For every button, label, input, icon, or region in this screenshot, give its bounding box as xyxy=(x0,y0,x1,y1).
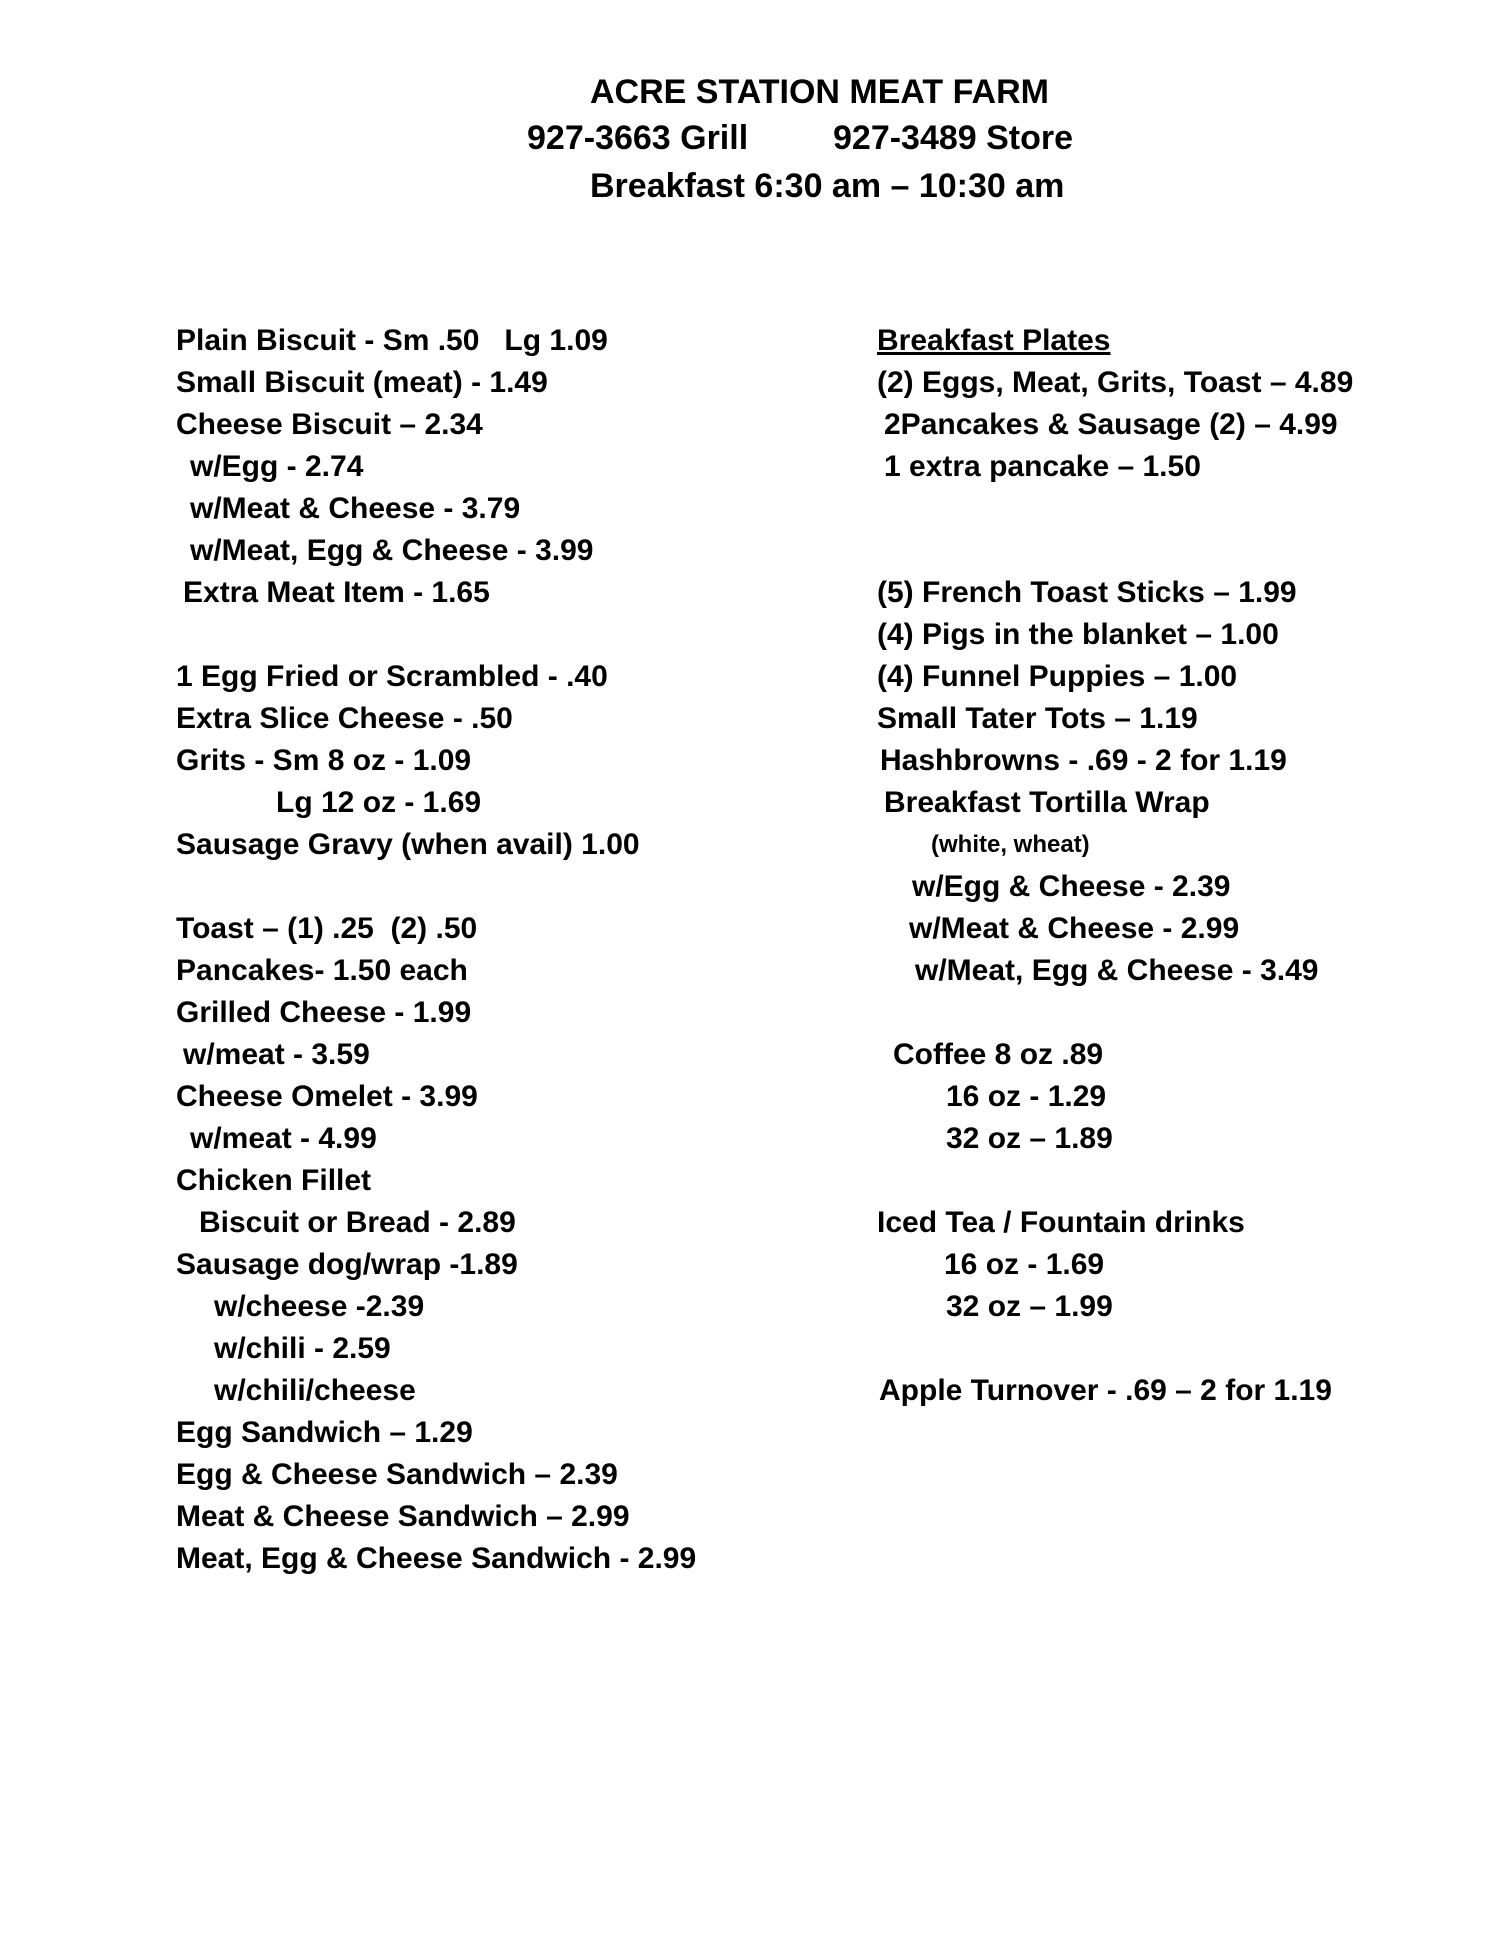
menu-item: w/chili - 2.59 xyxy=(214,1332,391,1365)
menu-item: Cheese Omelet - 3.99 xyxy=(176,1080,478,1113)
section-heading-breakfast-plates: Breakfast Plates xyxy=(877,324,1111,357)
menu-item: Grilled Cheese - 1.99 xyxy=(176,996,472,1029)
menu-item: (2) Eggs, Meat, Grits, Toast – 4.89 xyxy=(877,366,1354,399)
store-phone: 927-3489 Store xyxy=(833,119,1074,157)
menu-item: Meat, Egg & Cheese Sandwich - 2.99 xyxy=(176,1542,697,1575)
menu-item: (4) Funnel Puppies – 1.00 xyxy=(877,660,1238,693)
menu-item: Toast – (1) .25 (2) .50 xyxy=(176,912,478,945)
menu-item: w/chili/cheese xyxy=(214,1374,416,1407)
menu-item: w/Meat, Egg & Cheese - 3.49 xyxy=(915,954,1319,987)
menu-item: w/Meat, Egg & Cheese - 3.99 xyxy=(190,534,594,567)
menu-item-note: (white, wheat) xyxy=(931,831,1090,858)
menu-item: Cheese Biscuit – 2.34 xyxy=(176,408,483,441)
menu-item: 1 extra pancake – 1.50 xyxy=(884,450,1201,483)
menu-item: w/Egg - 2.74 xyxy=(190,450,364,483)
menu-item: Iced Tea / Fountain drinks xyxy=(877,1206,1245,1239)
menu-item: Egg Sandwich – 1.29 xyxy=(176,1416,473,1449)
menu-item: 16 oz - 1.69 xyxy=(944,1248,1105,1281)
menu-item: Pancakes- 1.50 each xyxy=(176,954,468,987)
menu-item: Extra Meat Item - 1.65 xyxy=(183,576,490,609)
menu-item: Plain Biscuit - Sm .50 Lg 1.09 xyxy=(176,324,608,357)
menu-item: (5) French Toast Sticks – 1.99 xyxy=(877,576,1297,609)
menu-item: 16 oz - 1.29 xyxy=(946,1080,1107,1113)
menu-item: w/Egg & Cheese - 2.39 xyxy=(912,870,1231,903)
menu-item: Lg 12 oz - 1.69 xyxy=(276,786,482,819)
menu-item: Breakfast Tortilla Wrap xyxy=(884,786,1210,819)
grill-phone: 927-3663 Grill xyxy=(527,119,749,157)
menu-item: Meat & Cheese Sandwich – 2.99 xyxy=(176,1500,630,1533)
menu-item: w/Meat & Cheese - 2.99 xyxy=(909,912,1240,945)
menu-item: Chicken Fillet xyxy=(176,1164,372,1197)
menu-item: Coffee 8 oz .89 xyxy=(893,1038,1104,1071)
menu-item: Hashbrowns - .69 - 2 for 1.19 xyxy=(880,744,1287,777)
menu-item: Grits - Sm 8 oz - 1.09 xyxy=(176,744,472,777)
menu-title: ACRE STATION MEAT FARM xyxy=(590,73,1049,111)
menu-item: Sausage Gravy (when avail) 1.00 xyxy=(176,828,640,861)
menu-item: Sausage dog/wrap -1.89 xyxy=(176,1248,518,1281)
menu-item: Small Tater Tots – 1.19 xyxy=(877,702,1198,735)
menu-item: 32 oz – 1.89 xyxy=(946,1122,1113,1155)
menu-item: w/cheese -2.39 xyxy=(214,1290,425,1323)
menu-item: w/meat - 3.59 xyxy=(183,1038,370,1071)
menu-item: w/Meat & Cheese - 3.79 xyxy=(190,492,521,525)
menu-item: 2Pancakes & Sausage (2) – 4.99 xyxy=(884,408,1338,441)
breakfast-hours: Breakfast 6:30 am – 10:30 am xyxy=(590,167,1065,205)
menu-item: Small Biscuit (meat) - 1.49 xyxy=(176,366,548,399)
menu-item: Apple Turnover - .69 – 2 for 1.19 xyxy=(879,1374,1332,1407)
menu-item: 32 oz – 1.99 xyxy=(946,1290,1113,1323)
menu-item: 1 Egg Fried or Scrambled - .40 xyxy=(176,660,608,693)
menu-item: Egg & Cheese Sandwich – 2.39 xyxy=(176,1458,618,1491)
menu-item: w/meat - 4.99 xyxy=(190,1122,377,1155)
menu-item: Biscuit or Bread - 2.89 xyxy=(199,1206,516,1239)
menu-item: (4) Pigs in the blanket – 1.00 xyxy=(877,618,1279,651)
menu-item: Extra Slice Cheese - .50 xyxy=(176,702,513,735)
